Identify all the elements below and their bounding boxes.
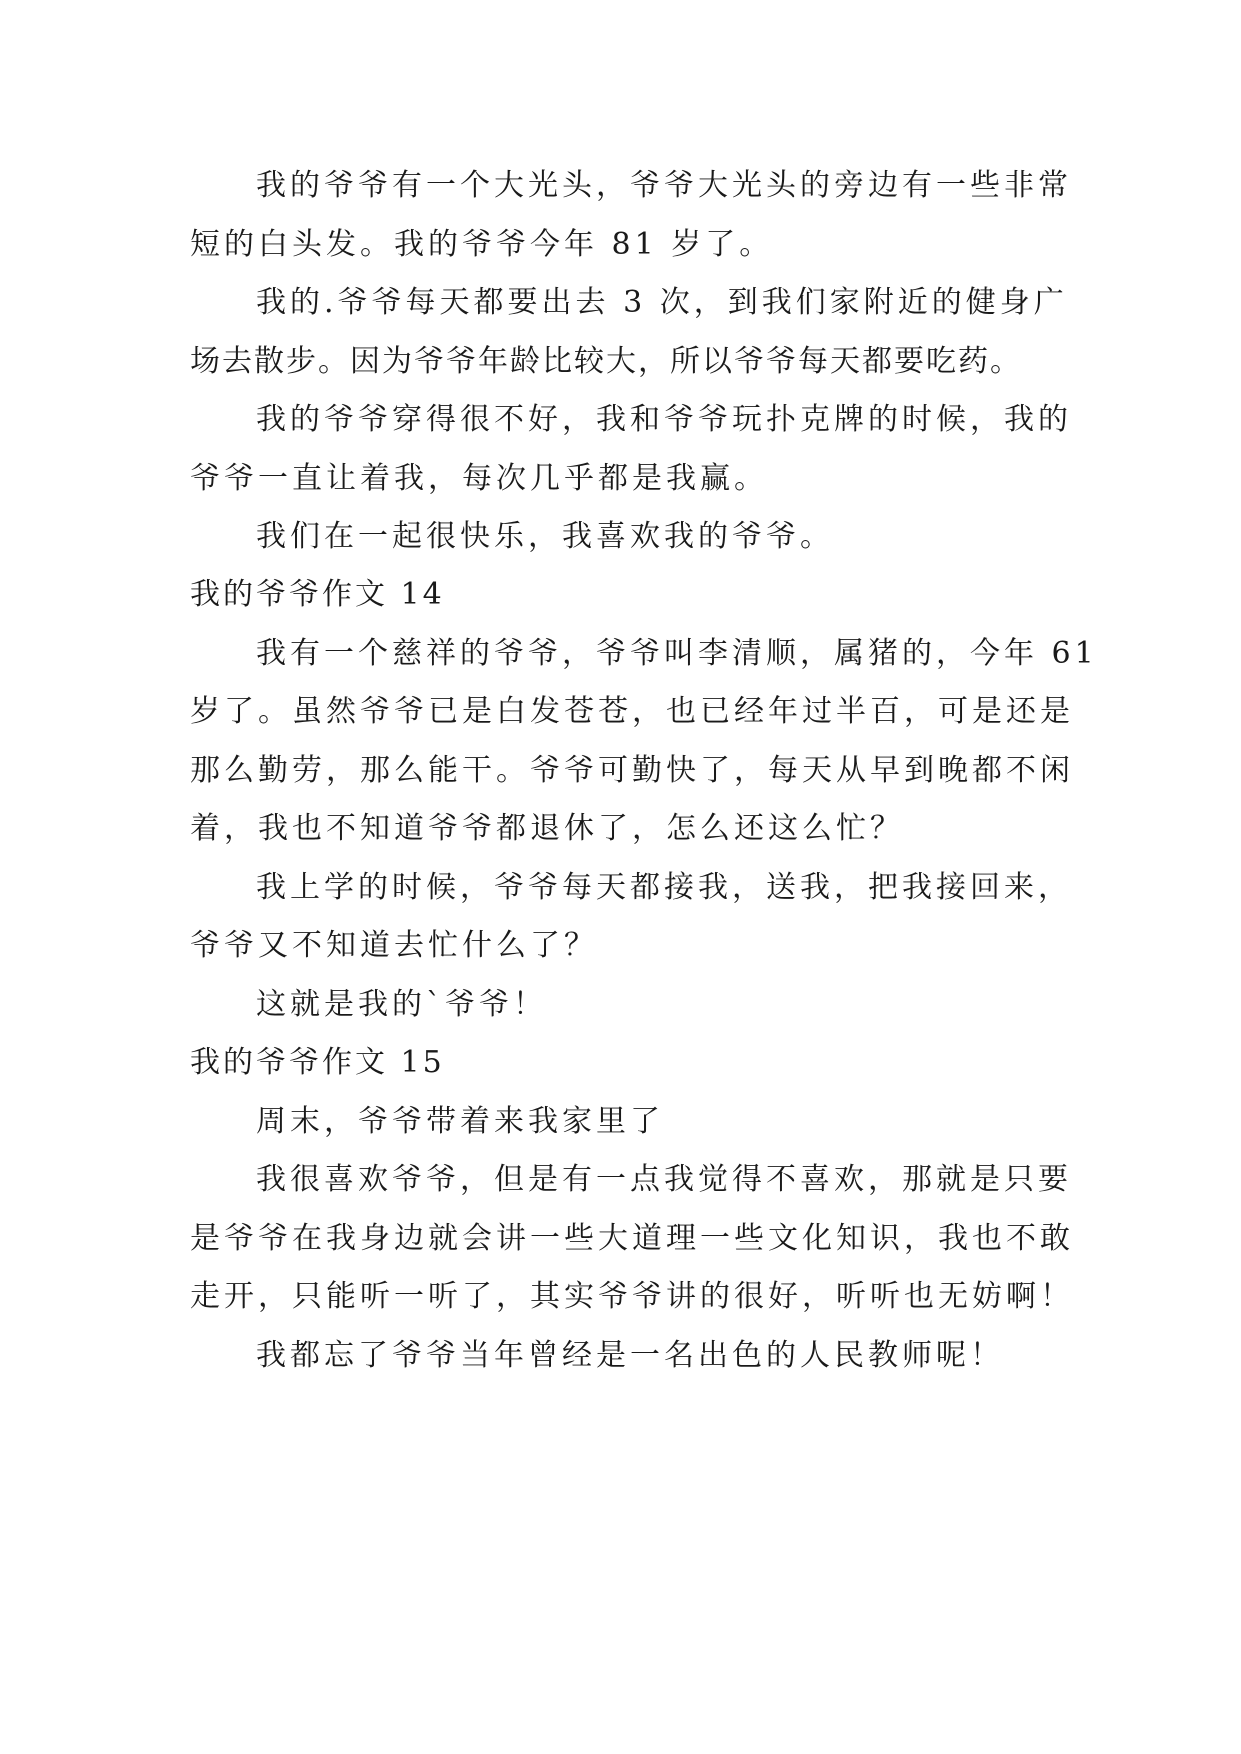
paragraph-line: 我的.爷爷每天都要出去 3 次，到我们家附近的健身广 <box>256 285 1068 320</box>
paragraph-line: 我很喜欢爷爷，但是有一点我觉得不喜欢，那就是只要 <box>256 1162 1072 1197</box>
paragraph-line: 是爷爷在我身边就会讲一些大道理一些文化知识，我也不敢 <box>190 1221 1074 1256</box>
paragraph-line: 我都忘了爷爷当年曾经是一名出色的人民教师呢！ <box>256 1338 1004 1373</box>
paragraph-line: 周末，爷爷带着来我家里了 <box>256 1104 664 1139</box>
paragraph-line: 爷爷一直让着我，每次几乎都是我赢。 <box>190 461 768 496</box>
paragraph-line: 短的白头发。我的爷爷今年 81 岁了。 <box>190 227 774 262</box>
paragraph-line: 场去散步。因为爷爷年龄比较大，所以爷爷每天都要吃药。 <box>190 344 1022 379</box>
paragraph-line: 着，我也不知道爷爷都退休了，怎么还这么忙？ <box>190 811 904 846</box>
paragraph-line: 那么勤劳，那么能干。爷爷可勤快了，每天从早到晚都不闲 <box>190 753 1074 788</box>
paragraph-line: 我们在一起很快乐，我喜欢我的爷爷。 <box>256 519 834 554</box>
section-heading: 我的爷爷作文 15 <box>190 1045 445 1080</box>
paragraph-line: 爷爷又不知道去忙什么了？ <box>190 928 598 963</box>
paragraph-line: 岁了。虽然爷爷已是白发苍苍，也已经年过半百，可是还是 <box>190 694 1074 729</box>
section-heading: 我的爷爷作文 14 <box>190 577 445 612</box>
paragraph-line: 我有一个慈祥的爷爷，爷爷叫李清顺，属猪的，今年 61 <box>256 636 1098 671</box>
paragraph-line: 我上学的时候，爷爷每天都接我，送我，把我接回来， <box>256 870 1072 905</box>
paragraph-line: 我的爷爷有一个大光头，爷爷大光头的旁边有一些非常 <box>256 168 1072 203</box>
paragraph-line: 走开，只能听一听了，其实爷爷讲的很好，听听也无妨啊！ <box>190 1279 1074 1314</box>
paragraph-line: 我的爷爷穿得很不好，我和爷爷玩扑克牌的时候，我的 <box>256 402 1072 437</box>
paragraph-line: 这就是我的`爷爷！ <box>256 987 547 1022</box>
